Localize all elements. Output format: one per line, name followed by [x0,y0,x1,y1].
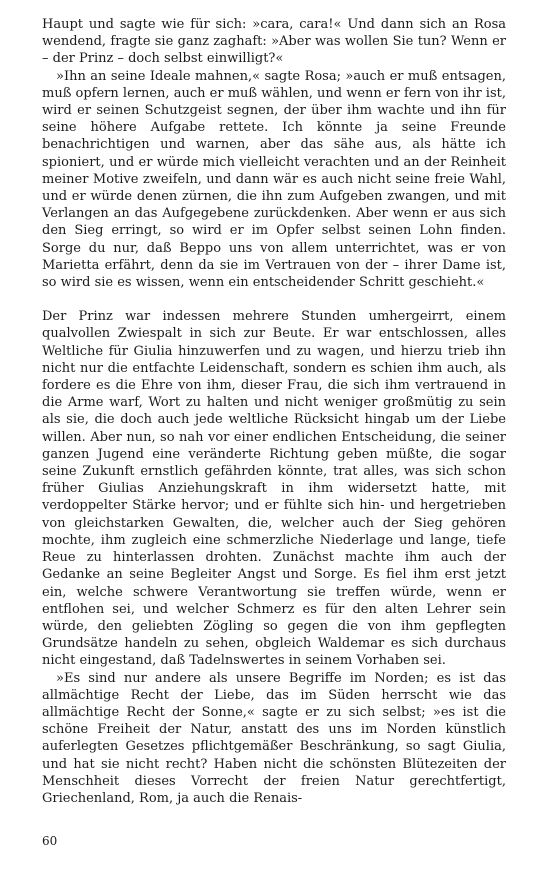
paragraph-1: Haupt und sagte wie für sich: »cara, cara!« Und dann sich an Rosa wendend, fragte sie ganz zaghaft: »Aber was wollen Sie tun? Wenn er – der Prinz – doch selbst einwilligt?« [42,17,506,67]
body-text [42,16,506,807]
paragraph-3: Der Prinz war indessen mehrere Stunden umhergeirrt, einem qualvollen Zwiespalt in sich zur Beute. Er war entschlossen, alles Weltliche für Giulia hinzuwerfen und zu wagen, und hierzu trieb ihn nicht nur die entfachte Leidenschaft, sondern es schien ihm auch, als fordere es die Ehre von ihm, dieser Frau, die sich ihm vertrauend in die Arme warf, Wort zu halten und nicht weniger großmütig zu sein als sie, die doch auch jede weltliche Rücksicht hingab um der Liebe willen. Aber nun, so nah vor einer endlichen Entscheidung, die seiner ganzen Jugend eine veränderte Richtung geben müßte, die sogar seine Zukunft ernstlich gefährden könnte, trat alles, was sich schon früher Giulias Anziehungskraft in ihm widersetzt hatte, mit verdoppelter Stärke hervor; und er fühlte sich hin- und hergetrieben von gleichstarken Gewalten, die, welcher auch der Sieg gehören mochte, ihm zugleich eine schmerzliche Niederlage und lange, tiefe Reue zu hinterlassen drohten. Zunächst machte ihm auch der Gedanke an seine Begleiter Angst und Sorge. Es fiel ihm erst jetzt ein, welche schwere Verantwortung sie treffen würde, wenn er entflohen sei, und welcher Schmerz es für den alten Lehrer sein würde, den geliebten Zögling so gegen die von ihm gepflegten Grundsätze handeln zu sehen, obgleich Waldemar es sich durchaus nicht eingestand, daß Tadelnswertes in seinem Vorhaben sei. [42,309,506,669]
paragraph-4: »Es sind nur andere als unsere Begriffe im Norden; es ist das allmächtige Recht der Liebe, das im Süden herrscht wie das allmächtige Recht der Sonne,« sagte er zu sich selbst; »es ist die schöne Freiheit der Natur, anstatt des uns im Norden künstlich auferlegten Gesetzes pflichtgemäßer Beschränkung, so sagt Giulia, und hat sie nicht recht? Haben nicht die schönsten Blütezeiten der Menschheit dieses Vorrecht der freien Natur gerechtfertigt, Griechenland, Rom, ja auch die Renais- [42,670,506,806]
paragraph-2: »Ihn an seine Ideale mahnen,« sagte Rosa; »auch er muß entsagen, muß opfern lernen, auch er muß wählen, und wenn er fern von ihr ist, wird er seinen Schutzgeist segnen, der über ihm wachte und ihn für seine höhere Aufgabe rettete. Ich könnte ja seine Freunde benachrichtigen und warnen, aber das sähe aus, als hätte ich spioniert, und er würde mich vielleicht verachten und an der Reinheit meiner Motive zweifeln, und dann wär es auch nicht seine freie Wahl, und er würde denen zürnen, die ihn zum Aufgeben zwangen, und mit Verlangen an das Aufgegebene zurückdenken. Aber wenn er aus sich den Sieg erringt, so wird er im Opfer selbst seinen Lohn finden. Sorge du nur, daß Beppo uns von allem unterrichtet, was er von Marietta erfährt, denn da sie im Vertrauen von der – ihrer Dame ist, so wird sie es wissen, wenn ein entscheidender Schritt geschieht.« [42,68,506,291]
page-number: 60 [42,834,58,848]
